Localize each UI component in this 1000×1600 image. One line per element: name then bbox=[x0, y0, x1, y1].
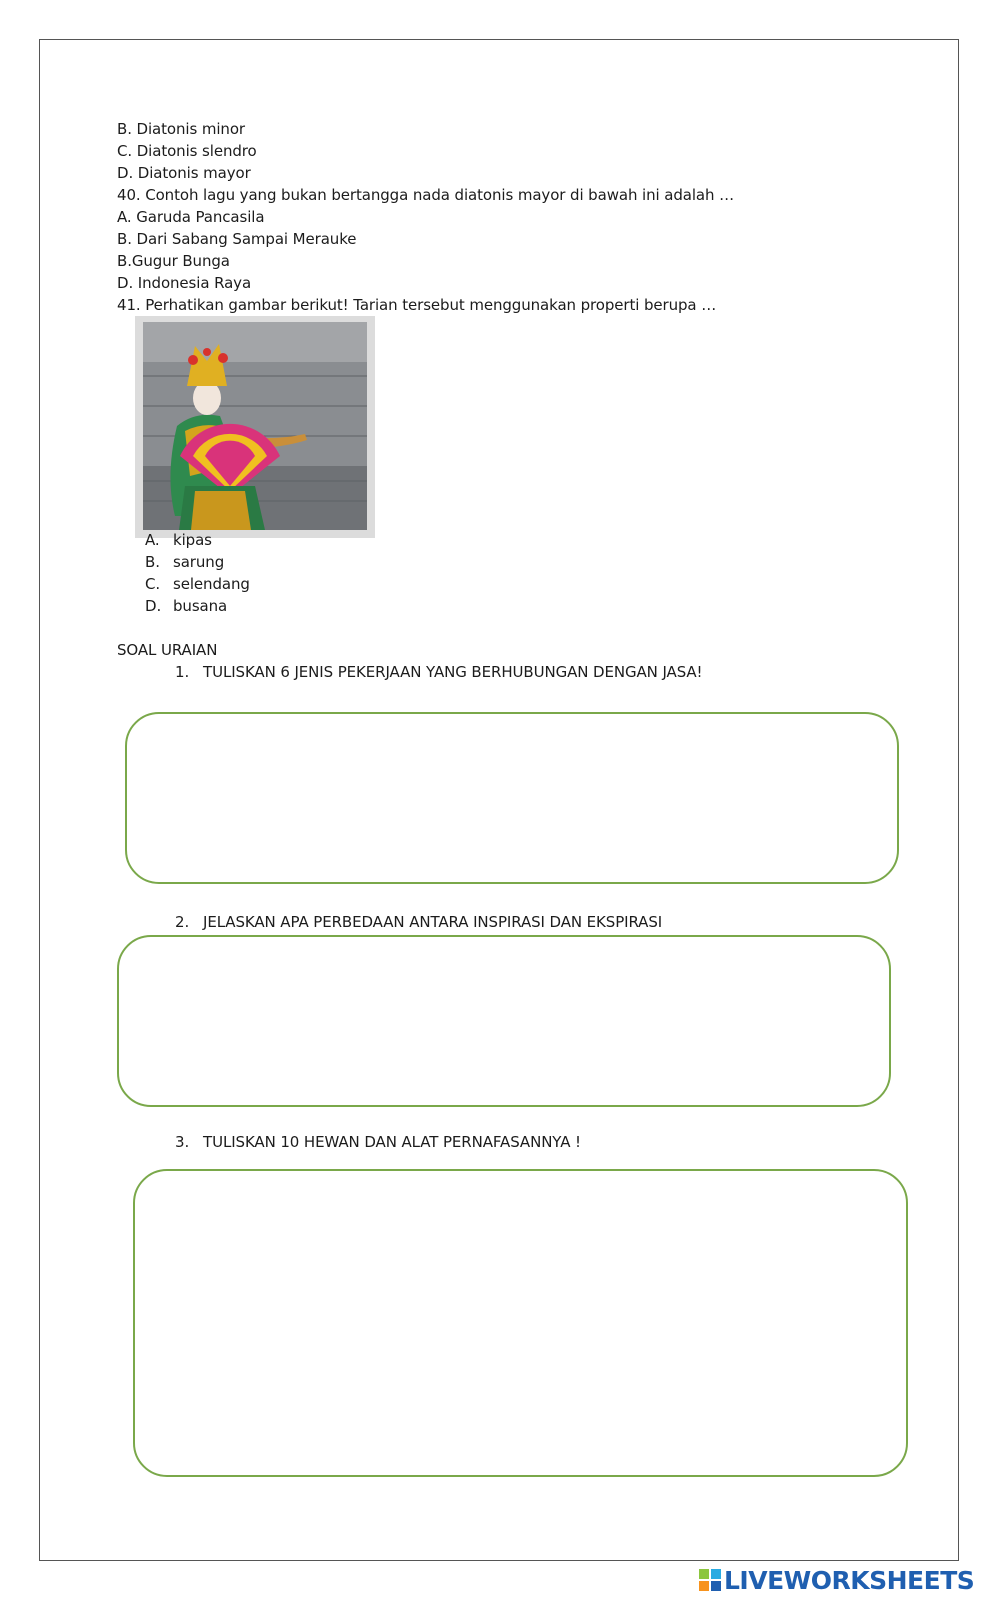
essay-q1-answer-box[interactable] bbox=[125, 712, 899, 884]
essay-q3-answer-box[interactable] bbox=[133, 1169, 908, 1477]
essay-q3-answer-input[interactable] bbox=[135, 1171, 906, 1475]
essay-section-heading: SOAL URAIAN bbox=[117, 641, 218, 659]
essay-q2-text: JELASKAN APA PERBEDAAN ANTARA INSPIRASI DAN EKSPIRASI bbox=[203, 913, 663, 931]
balinese-dancer-photo bbox=[135, 316, 375, 538]
question-41-text: 41. Perhatikan gambar berikut! Tarian tersebut menggunakan properti berupa … bbox=[117, 296, 717, 314]
liveworksheets-blocks-icon bbox=[699, 1569, 721, 1591]
q41-option-a-text: kipas bbox=[173, 531, 212, 549]
q40-option-a: A. Garuda Pancasila bbox=[117, 208, 265, 226]
essay-q2-answer-input[interactable] bbox=[119, 937, 889, 1105]
essay-q1-number: 1. bbox=[175, 663, 190, 681]
question-40-text: 40. Contoh lagu yang bukan bertangga nada diatonis mayor di bawah ini adalah … bbox=[117, 186, 734, 204]
option-c-diatonis-slendro: C. Diatonis slendro bbox=[117, 142, 257, 160]
essay-q2-answer-box[interactable] bbox=[117, 935, 891, 1107]
essay-q2-number: 2. bbox=[175, 913, 190, 931]
q41-option-d-text: busana bbox=[173, 597, 228, 615]
q41-option-b-letter: B. bbox=[145, 553, 160, 571]
essay-q3-number: 3. bbox=[175, 1133, 190, 1151]
liveworksheets-logo-text: LIVEWORKSHEETS bbox=[724, 1565, 975, 1595]
dancer-with-fan-icon bbox=[135, 316, 375, 538]
q41-option-a-letter: A. bbox=[145, 531, 160, 549]
q40-option-b: B. Dari Sabang Sampai Merauke bbox=[117, 230, 357, 248]
essay-q3-text: TULISKAN 10 HEWAN DAN ALAT PERNAFASANNYA ! bbox=[203, 1133, 581, 1151]
option-d-diatonis-mayor: D. Diatonis mayor bbox=[117, 164, 251, 182]
q41-option-c-text: selendang bbox=[173, 575, 250, 593]
essay-q1-answer-input[interactable] bbox=[127, 714, 897, 882]
essay-q1-text: TULISKAN 6 JENIS PEKERJAAN YANG BERHUBUNGAN DENGAN JASA! bbox=[203, 663, 703, 681]
q41-option-b-text: sarung bbox=[173, 553, 225, 571]
q40-option-c: B.Gugur Bunga bbox=[117, 252, 230, 270]
q40-option-d: D. Indonesia Raya bbox=[117, 274, 252, 292]
option-b-diatonis-minor: B. Diatonis minor bbox=[117, 120, 245, 138]
liveworksheets-logo bbox=[699, 1566, 974, 1594]
q41-option-c-letter: C. bbox=[145, 575, 161, 593]
q41-option-d-letter: D. bbox=[145, 597, 162, 615]
